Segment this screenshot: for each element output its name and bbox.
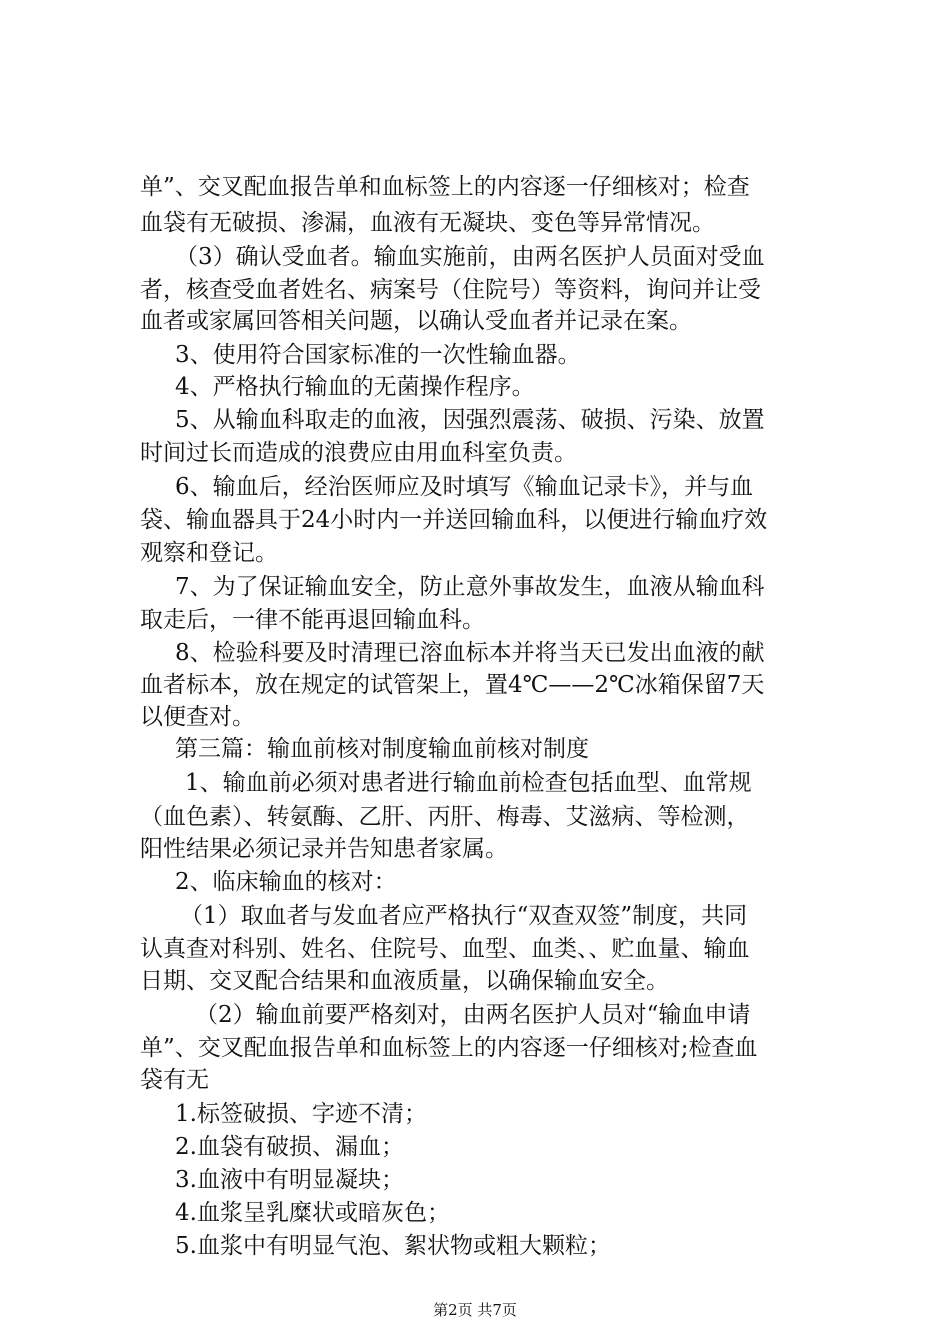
text-line: 血者或家属回答相关问题，以确认受血者并记录在案。	[140, 308, 692, 334]
text-line: 1、输血前必须对患者进行输血前检查包括血型、血常规	[185, 770, 752, 796]
text-line: 认真查对科别、姓名、住院号、血型、血类、、贮血量、输血	[140, 936, 750, 962]
text-line: （3）确认受血者。输血实施前，由两名医护人员面对受血	[175, 244, 765, 270]
text-line: 2、临床输血的核对：	[175, 869, 397, 895]
list-item: 5.血浆中有明显气泡、絮状物或粗大颗粒；	[175, 1233, 611, 1259]
text-line: （血色素）、转氨酶、乙肝、丙肝、梅毒、艾滋病、等检测，	[140, 804, 750, 830]
text-line: 8、检验科要及时清理已溶血标本并将当天已发出血液的献	[175, 640, 765, 666]
text-line: 观察和登记。	[140, 540, 278, 566]
text-line: 7、为了保证输血安全，防止意外事故发生，血液从输血科	[175, 574, 765, 600]
section-heading: 第三篇：输血前核对制度输血前核对制度	[175, 736, 589, 762]
text-line: 袋有无	[140, 1067, 209, 1093]
list-item: 2.血袋有破损、漏血；	[175, 1134, 404, 1160]
list-item: 3.血液中有明显凝块；	[175, 1167, 404, 1193]
page-footer: 第2页 共7页	[433, 1301, 517, 1319]
text-line: 6、输血后，经治医师应及时填写《输血记录卡》，并与血	[175, 474, 754, 500]
text-line: 血袋有无破损、渗漏，血液有无凝块、变色等异常情况。	[140, 210, 715, 236]
text-line: 以便查对。	[140, 704, 255, 730]
list-item: 4.血浆呈乳糜状或暗灰色；	[175, 1200, 450, 1226]
text-line: 5、从输血科取走的血液，因强烈震荡、破损、污染、放置	[175, 407, 765, 433]
list-item: 1.标签破损、字迹不清；	[175, 1101, 427, 1127]
text-line: 袋、输血器具于24小时内一并送回输血科，以便进行输血疗效	[140, 507, 768, 533]
text-line: 者，核查受血者姓名、病案号（住院号）等资料，询问并让受	[140, 277, 761, 303]
text-line: 3、使用符合国家标准的一次性输血器。	[175, 342, 581, 368]
text-line: （1）取血者与发血者应严格执行“双查双签”制度，共同	[180, 903, 748, 929]
text-line: 血者标本，放在规定的试管架上，置4℃——2℃冰箱保留7天	[140, 672, 765, 698]
text-line: 单”、交叉配血报告单和血标签上的内容逐一仔细核对；检查	[140, 174, 750, 200]
text-line: （2）输血前要严格刻对，由两名医护人员对“输血申请	[195, 1002, 751, 1028]
text-line: 4、严格执行输血的无菌操作程序。	[175, 374, 535, 400]
text-line: 单”、交叉配血报告单和血标签上的内容逐一仔细核对;检查血	[140, 1035, 758, 1061]
text-line: 日期、交叉配合结果和血液质量，以确保输血安全。	[140, 968, 669, 994]
text-line: 取走后，一律不能再退回输血科。	[140, 607, 485, 633]
text-line: 时间过长而造成的浪费应由用血科室负责。	[140, 440, 577, 466]
text-line: 阳性结果必须记录并告知患者家属。	[140, 836, 508, 862]
